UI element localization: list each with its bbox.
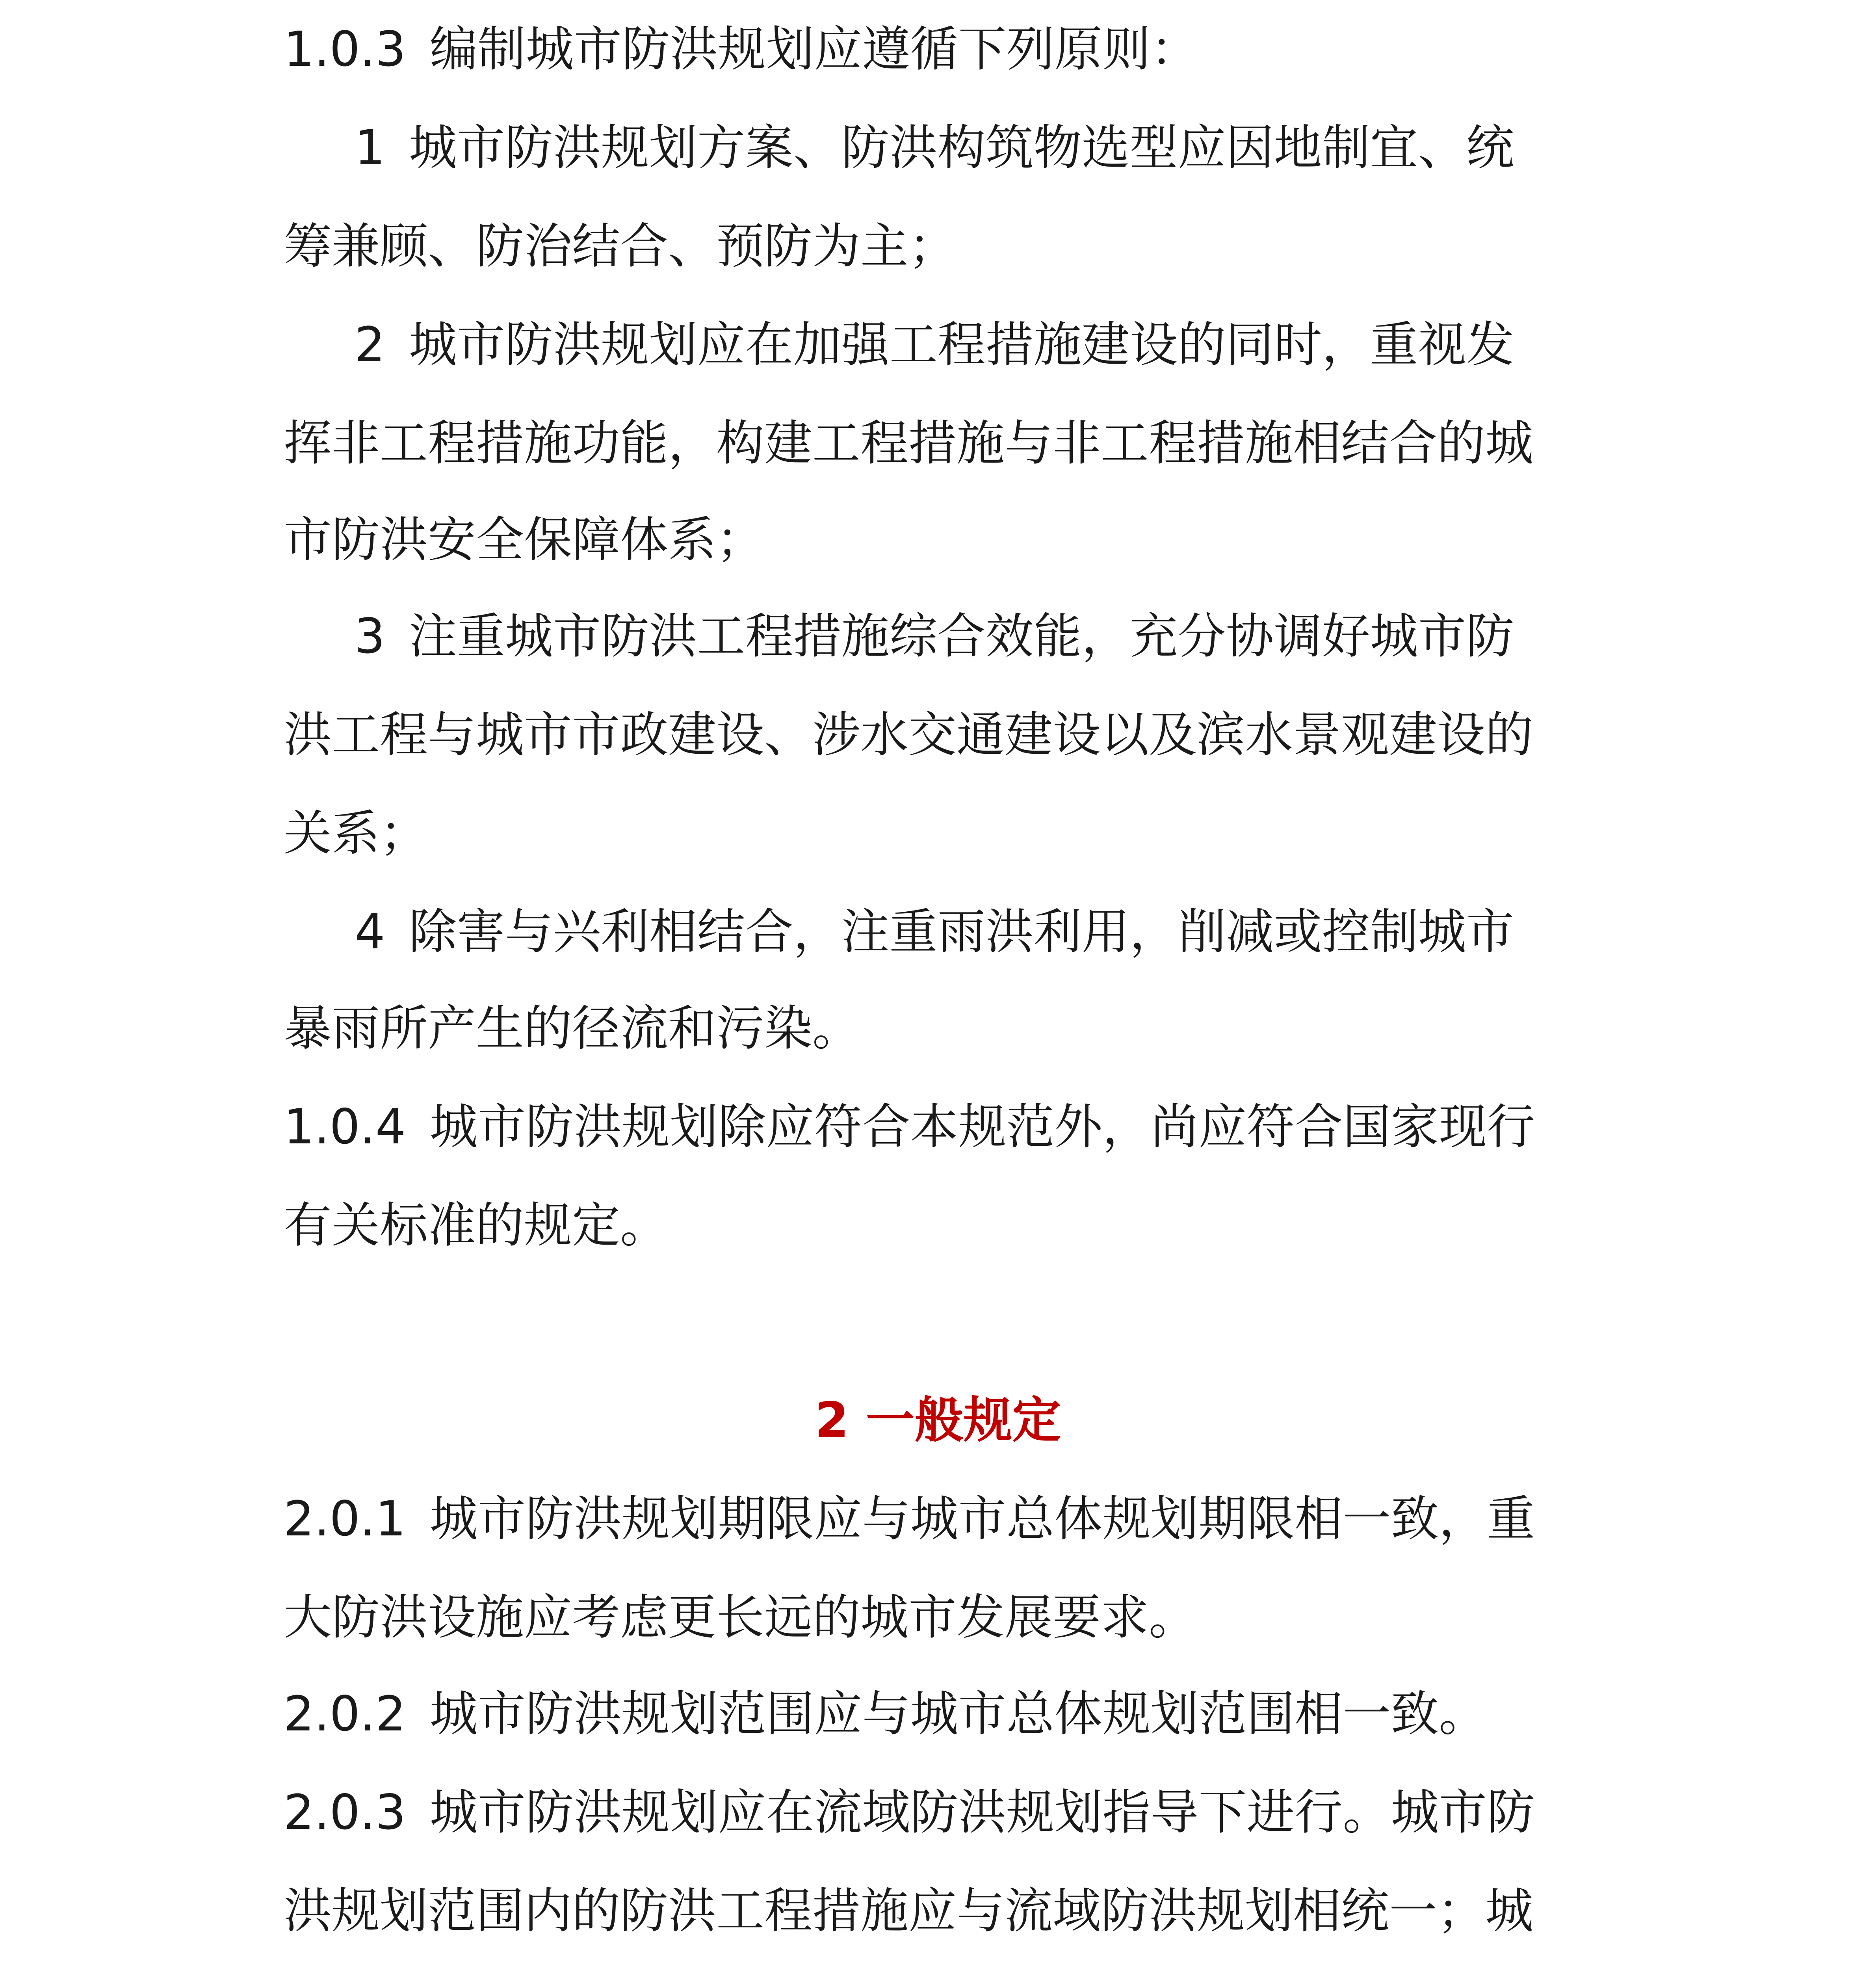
clause-text: 城市防洪规划期限应与城市总体规划期限相一致，重: [429, 1491, 1535, 1547]
clause-2-0-2: [284, 1684, 1487, 1743]
list-item-1-cont: 筹兼顾、防治结合、预防为主；: [284, 218, 957, 274]
clause-number: 1.0.4: [284, 1099, 406, 1155]
list-item-4-cont: 暴雨所产生的径流和污染。: [284, 1000, 860, 1056]
list-item-2-cont: 挥非工程措施功能，构建工程措施与非工程措施相结合的城: [284, 415, 1533, 471]
clause-number: 2.0.3: [284, 1784, 406, 1840]
item-text: 城市防洪规划应在加强工程措施建设的同时，重视发: [409, 317, 1514, 373]
clause-2-0-3-cont: 洪规划范围内的防洪工程措施应与流域防洪规划相统一；城: [284, 1883, 1533, 1939]
list-item-2-cont: 市防洪安全保障体系；: [284, 512, 764, 568]
item-text: 城市防洪规划方案、防洪构筑物选型应因地制宜、统: [409, 120, 1514, 176]
clause-text: 编制城市防洪规划应遵循下列原则：: [429, 21, 1199, 77]
clause-2-0-3: [284, 1783, 1535, 1842]
clause-number: 1.0.3: [284, 21, 406, 77]
item-number: 4: [355, 904, 385, 960]
list-item-3-cont: 洪工程与城市市政建设、涉水交通建设以及滨水景观建设的: [284, 707, 1533, 763]
section-heading: 2 一般规定: [815, 1392, 1061, 1449]
clause-1-0-4: [284, 1097, 1535, 1156]
list-item-2: [355, 315, 1514, 374]
list-item-3-cont: 关系；: [284, 805, 428, 861]
clause-text: 城市防洪规划除应符合本规范外，尚应符合国家现行: [429, 1099, 1535, 1155]
list-item-4: [355, 902, 1514, 961]
item-text: 注重城市防洪工程措施综合效能，充分协调好城市防: [409, 608, 1514, 664]
clause-2-0-1: [284, 1489, 1535, 1548]
clause-number: 2.0.1: [284, 1491, 406, 1547]
item-number: 3: [355, 608, 385, 664]
clause-text: 城市防洪规划范围应与城市总体规划范围相一致。: [429, 1686, 1487, 1742]
clause-1-0-4-cont: 有关标准的规定。: [284, 1197, 668, 1253]
item-number: 2: [355, 317, 385, 373]
clause-text: 城市防洪规划应在流域防洪规划指导下进行。城市防: [429, 1784, 1535, 1840]
list-item-3: [355, 607, 1514, 666]
clause-2-0-1-cont: 大防洪设施应考虑更长远的城市发展要求。: [284, 1589, 1197, 1645]
item-text: 除害与兴利相结合，注重雨洪利用，削减或控制城市: [409, 904, 1514, 960]
item-number: 1: [355, 120, 385, 176]
clause-number: 2.0.2: [284, 1686, 406, 1742]
clause-1-0-3: [284, 20, 1198, 79]
list-item-1: [355, 118, 1514, 177]
